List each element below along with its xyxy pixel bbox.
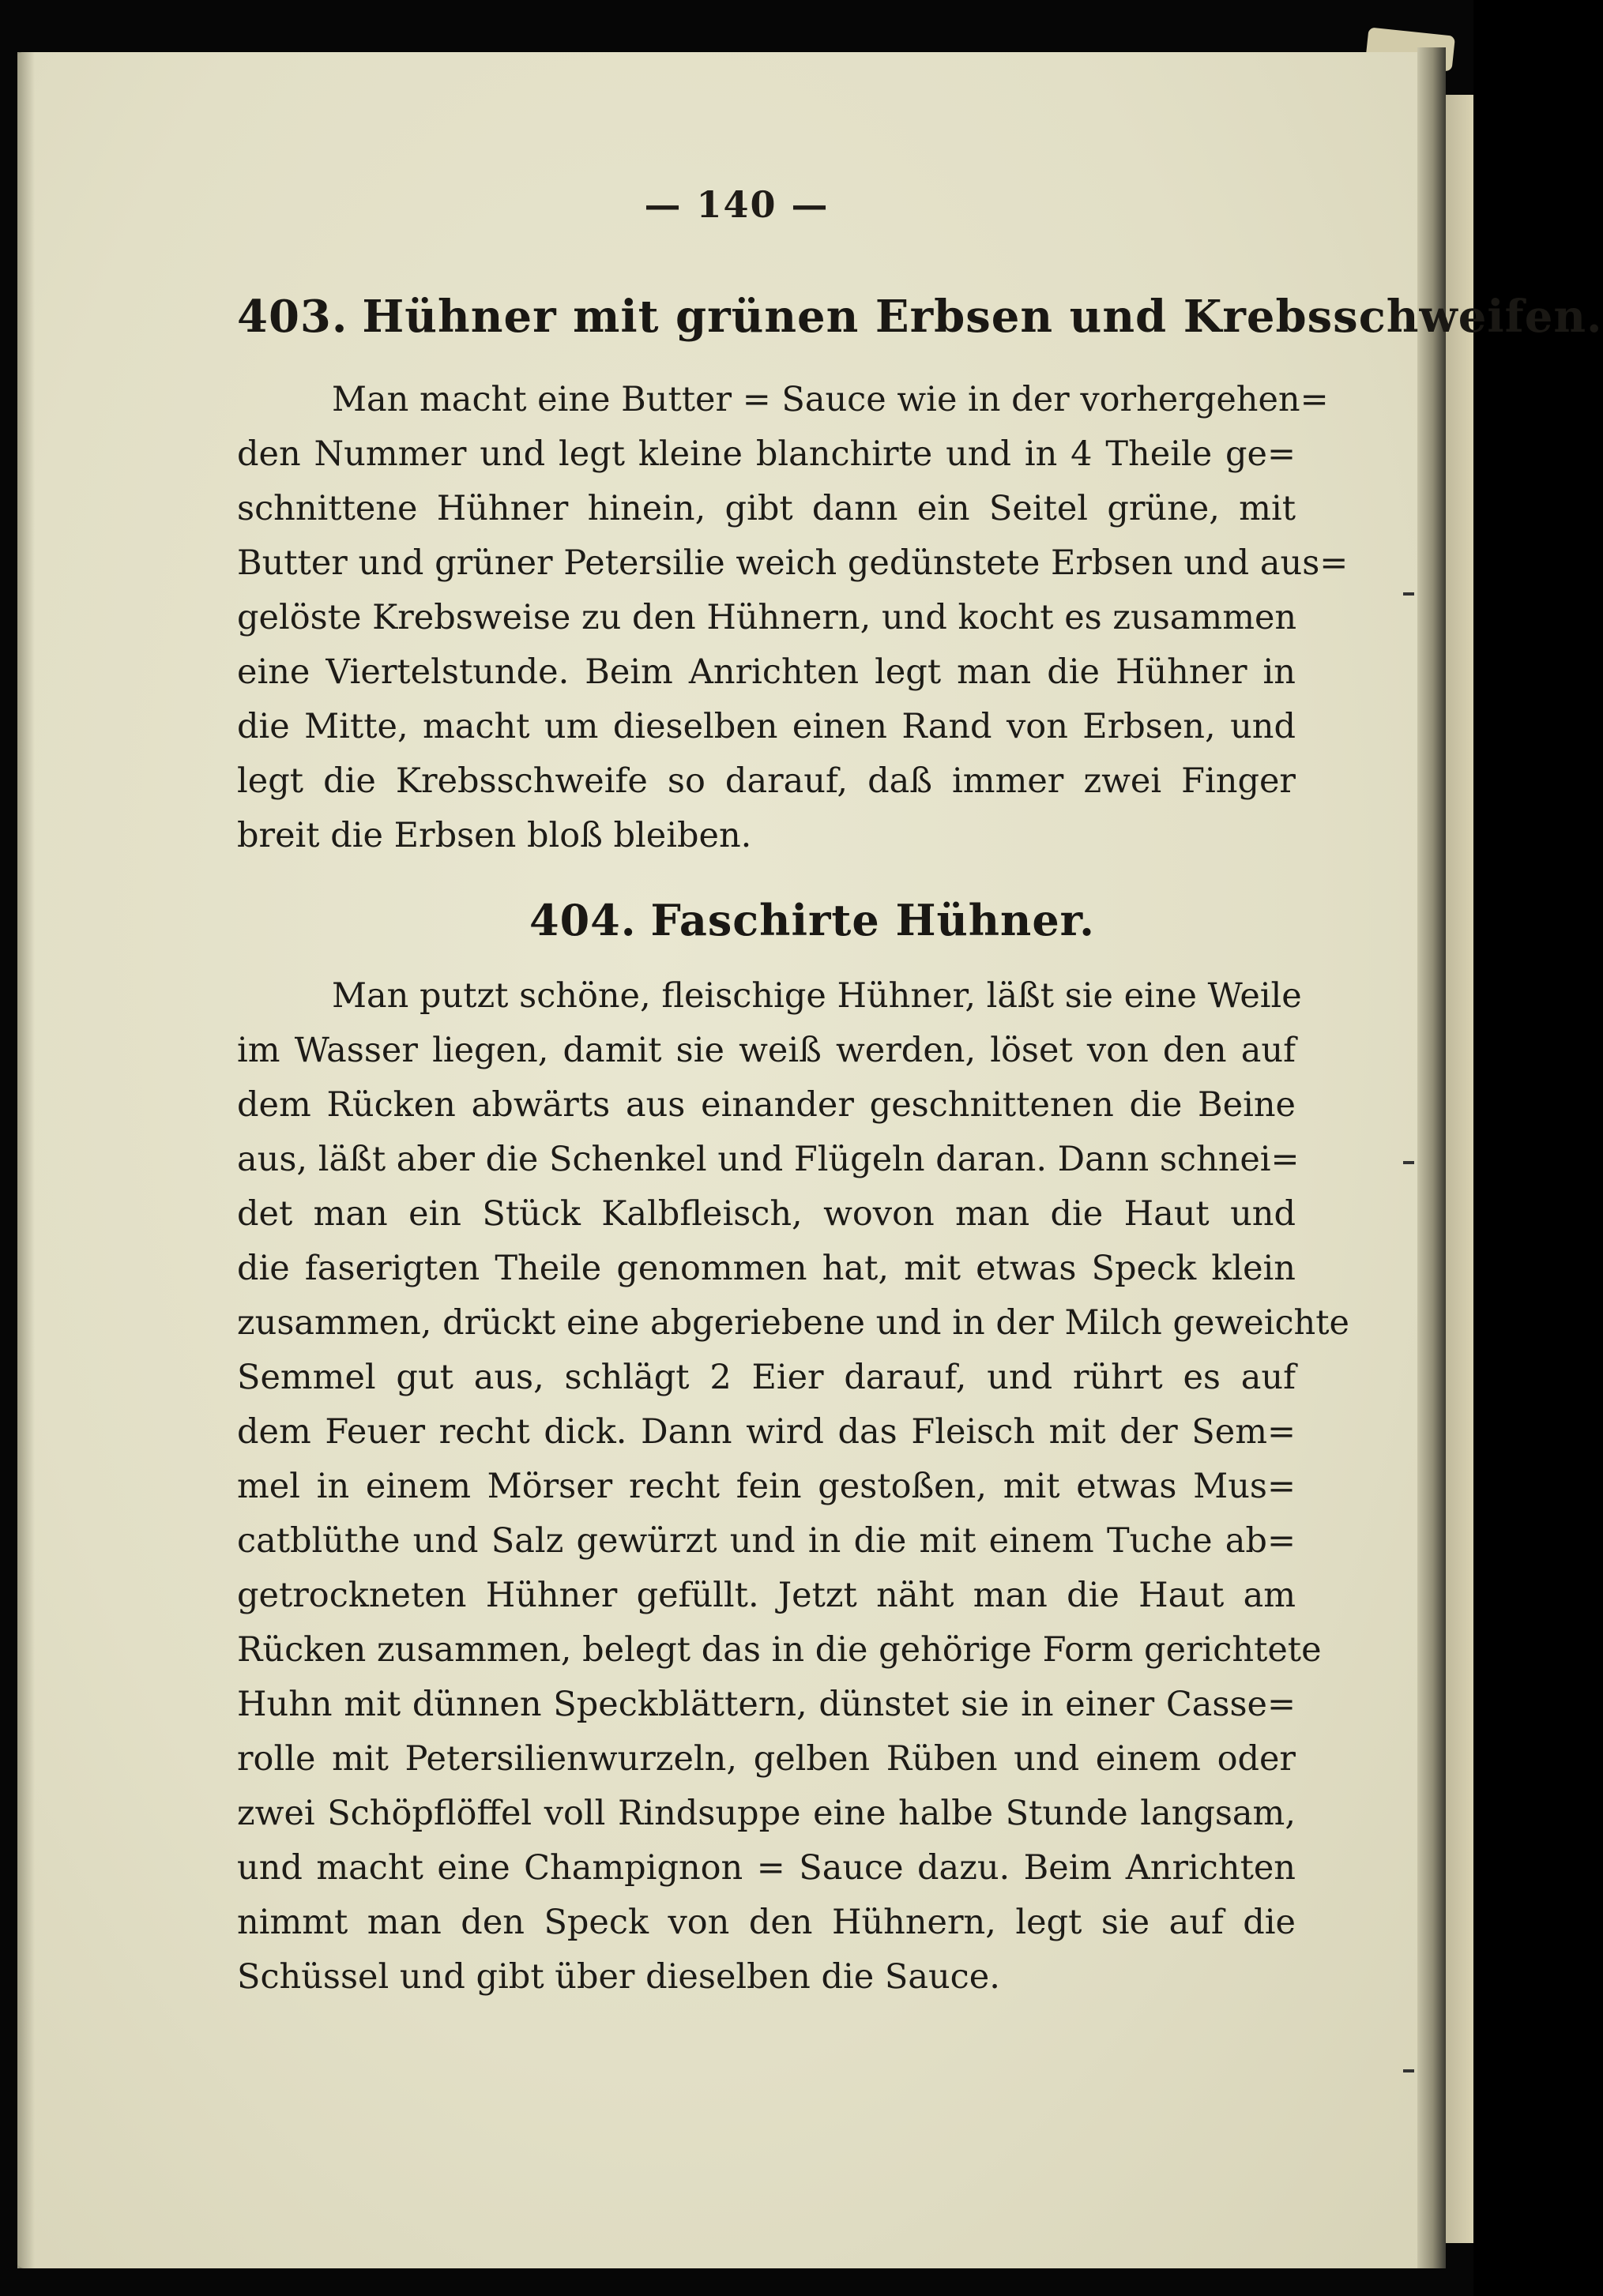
recipe-404-title: Faschirte Hühner. xyxy=(650,895,1095,945)
body-line: mel in einem Mörser recht fein gestoßen, mit etwas Mus= xyxy=(237,1467,1296,1506)
scan-mark xyxy=(1403,1161,1414,1164)
body-line: Man macht eine Butter = Sauce wie in der vorhergehen= xyxy=(332,380,1329,419)
body-line: die faserigten Theile genommen hat, mit etwas Speck klein xyxy=(237,1249,1296,1288)
book-gutter xyxy=(1417,47,1446,2268)
body-line: zwei Schöpflöffel voll Rindsuppe eine halbe Stunde langsam, xyxy=(237,1794,1296,1833)
recipe-403-heading xyxy=(237,291,1603,343)
body-line: schnittene Hühner hinein, gibt dann ein Seitel grüne, mit xyxy=(237,489,1296,528)
body-line: dem Feuer recht dick. Dann wird das Fleisch mit der Sem= xyxy=(237,1412,1296,1452)
body-line: rolle mit Petersilienwurzeln, gelben Rüben und einem oder xyxy=(237,1739,1296,1779)
body-line: det man ein Stück Kalbfleisch, wovon man die Haut und xyxy=(237,1194,1296,1234)
body-line: die Mitte, macht um dieselben einen Rand von Erbsen, und xyxy=(237,707,1296,746)
recipe-403-number: 403. xyxy=(237,291,348,343)
recipe-404-number: 404. xyxy=(529,895,637,945)
body-line: Rücken zusammen, belegt das in die gehörige Form gerichtete xyxy=(237,1630,1322,1670)
recipe-404-heading xyxy=(529,895,1095,945)
recipe-404-body xyxy=(237,969,1349,2005)
body-line: Semmel gut aus, schlägt 2 Eier darauf, und rührt es auf xyxy=(237,1358,1296,1397)
body-line: eine Viertelstunde. Beim Anrichten legt man die Hühner in xyxy=(237,652,1296,692)
body-line: und macht eine Champignon = Sauce dazu. Beim Anrichten xyxy=(237,1848,1296,1888)
recipe-403-title: Hühner mit grünen Erbsen und Krebsschweifen. xyxy=(362,291,1603,343)
body-line: Man putzt schöne, fleischige Hühner, läßt sie eine Weile xyxy=(332,976,1302,1016)
body-line: legt die Krebsschweife so darauf, daß immer zwei Finger xyxy=(237,761,1296,801)
body-line: Schüssel und gibt über dieselben die Sauce. xyxy=(237,1957,1000,1997)
body-line: dem Rücken abwärts aus einander geschnittenen die Beine xyxy=(237,1085,1296,1125)
page-left-shadow xyxy=(17,52,35,2268)
recipe-403-body xyxy=(237,373,1349,863)
body-line: Butter und grüner Petersilie weich gedünstete Erbsen und aus= xyxy=(237,543,1349,583)
body-line: aus, läßt aber die Schenkel und Flügeln daran. Dann schnei= xyxy=(237,1140,1300,1179)
body-line: zusammen, drückt eine abgeriebene und in der Milch geweichte xyxy=(237,1303,1349,1343)
scan-mark xyxy=(1403,592,1414,596)
body-line: den Nummer und legt kleine blanchirte und in 4 Theile ge= xyxy=(237,434,1296,474)
body-line: nimmt man den Speck von den Hühnern, legt sie auf die xyxy=(237,1903,1296,1942)
body-line: catblüthe und Salz gewürzt und in die mit einem Tuche ab= xyxy=(237,1521,1296,1561)
body-line: Huhn mit dünnen Speckblättern, dünstet sie in einer Casse= xyxy=(237,1685,1296,1724)
body-line: gelöste Krebsweise zu den Hühnern, und kocht es zusammen xyxy=(237,598,1297,637)
body-line: getrockneten Hühner gefüllt. Jetzt näht man die Haut am xyxy=(237,1576,1296,1615)
scan-mark xyxy=(1403,2069,1414,2072)
page-number: — 140 — xyxy=(644,183,830,226)
body-line: breit die Erbsen bloß bleiben. xyxy=(237,816,752,855)
body-line: im Wasser liegen, damit sie weiß werden, löset von den auf xyxy=(237,1031,1296,1070)
